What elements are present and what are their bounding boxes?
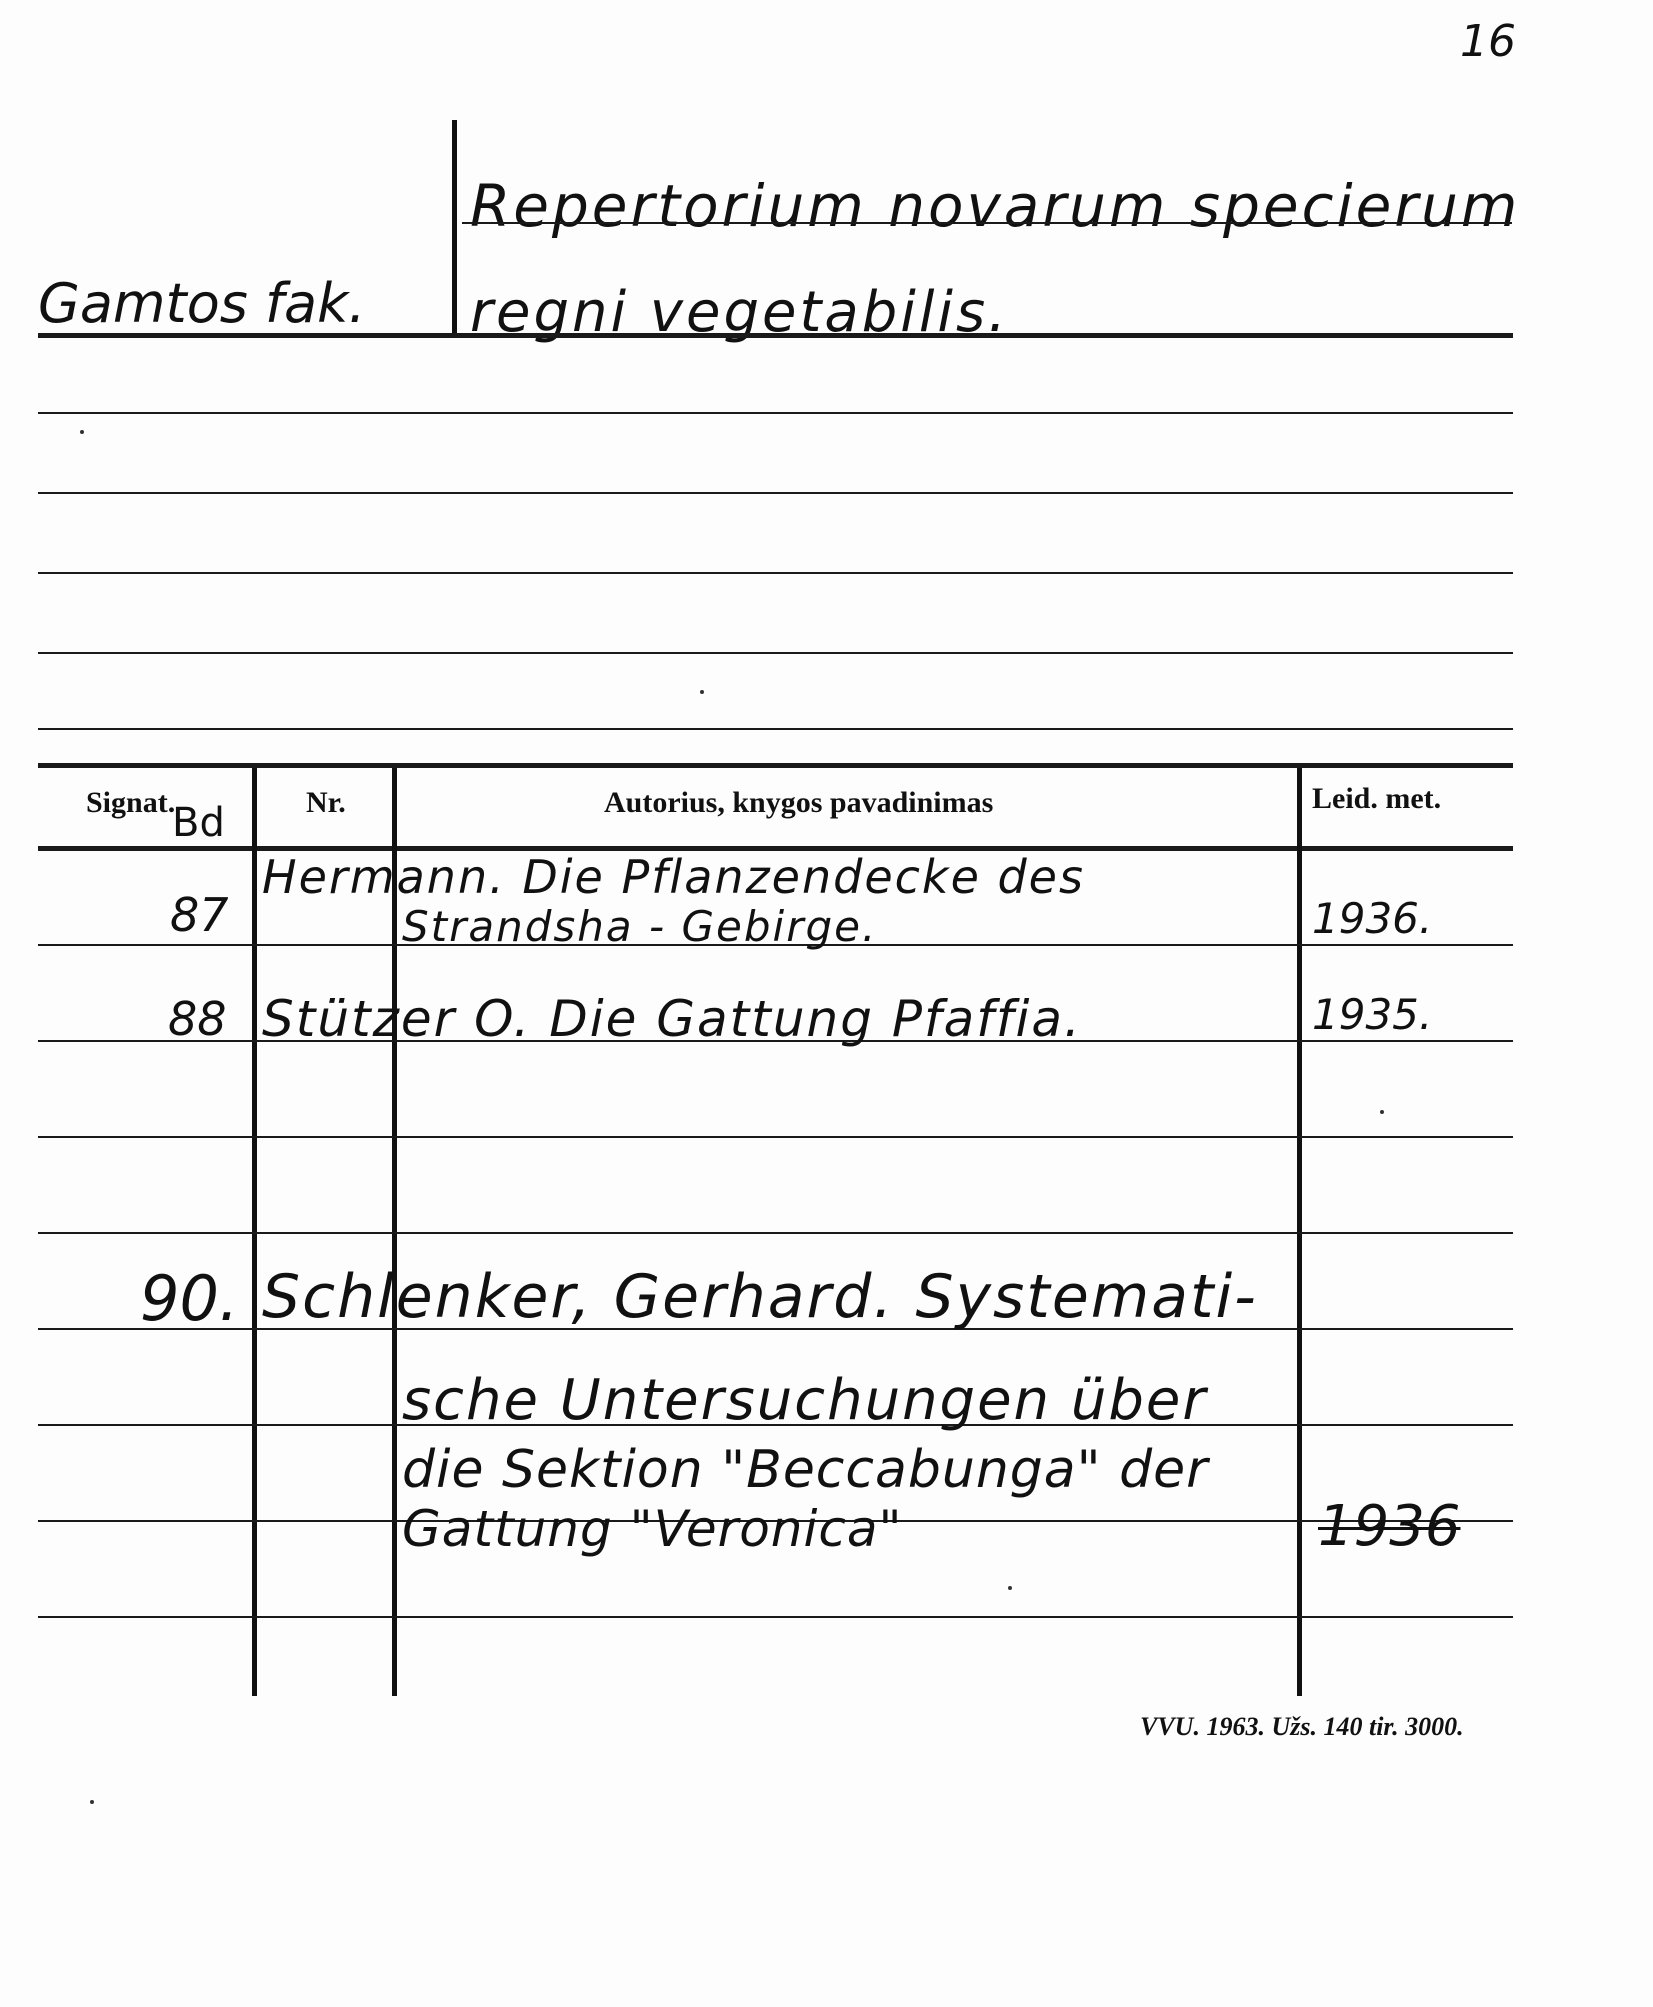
header-rule [38, 333, 1513, 338]
scan-speck [80, 430, 84, 434]
row-90-line1: Schlenker, Gerhard. Systemati- [262, 1262, 1258, 1332]
row-90-line3: die Sektion "Beccabunga" der [402, 1440, 1209, 1500]
header-title-line2: regni vegetabilis. [470, 280, 1009, 345]
scan-speck [700, 690, 704, 694]
scan-speck [90, 1800, 94, 1804]
row-90-signat: 90. [140, 1262, 239, 1335]
ruled-line [38, 572, 1513, 574]
row-88-signat: 88 [168, 992, 227, 1046]
scan-speck [1380, 1110, 1384, 1114]
table-top-rule [38, 763, 1513, 768]
footer-print-code: VVU. 1963. Užs. 140 tir. 3000. [1140, 1712, 1464, 1741]
header-title-underline [462, 222, 1512, 224]
ruled-line [38, 728, 1513, 730]
header-title-line1: Repertorium novarum specierum [470, 172, 1521, 240]
col-header-nr: Nr. [306, 786, 346, 819]
ruled-line [38, 412, 1513, 414]
row-90-year: 1936 [1318, 1494, 1461, 1559]
col-header-year: Leid. met. [1312, 782, 1442, 815]
row-87-signat: 87 [170, 888, 229, 942]
row-87-line1: Hermann. Die Pflanzendecke des [262, 850, 1085, 904]
row-90-line4: Gattung "Veronica" [402, 1500, 903, 1558]
table-row-line [38, 1136, 1513, 1138]
page-number: 16 [1460, 16, 1516, 67]
col-header-author-title: Autorius, knygos pavadinimas [604, 786, 994, 819]
col-header-signat-overwrite: Bd [172, 800, 225, 846]
row-87-line2: Strandsha - Gebirge. [402, 902, 878, 951]
col-header-signat: Signat. [86, 786, 176, 819]
table-row-line [38, 1616, 1513, 1618]
header-divider [452, 120, 457, 335]
ruled-line [38, 492, 1513, 494]
row-87-year: 1936. [1312, 894, 1433, 943]
row-88-year: 1935. [1312, 990, 1433, 1039]
table-row-line [38, 1232, 1513, 1234]
row-90-line2: sche Untersuchungen über [402, 1368, 1208, 1433]
scan-speck [1008, 1586, 1012, 1590]
header-label: Gamtos fak. [38, 272, 366, 335]
ruled-line [38, 652, 1513, 654]
row-88-line1: Stützer O. Die Gattung Pfaffia. [262, 990, 1082, 1048]
